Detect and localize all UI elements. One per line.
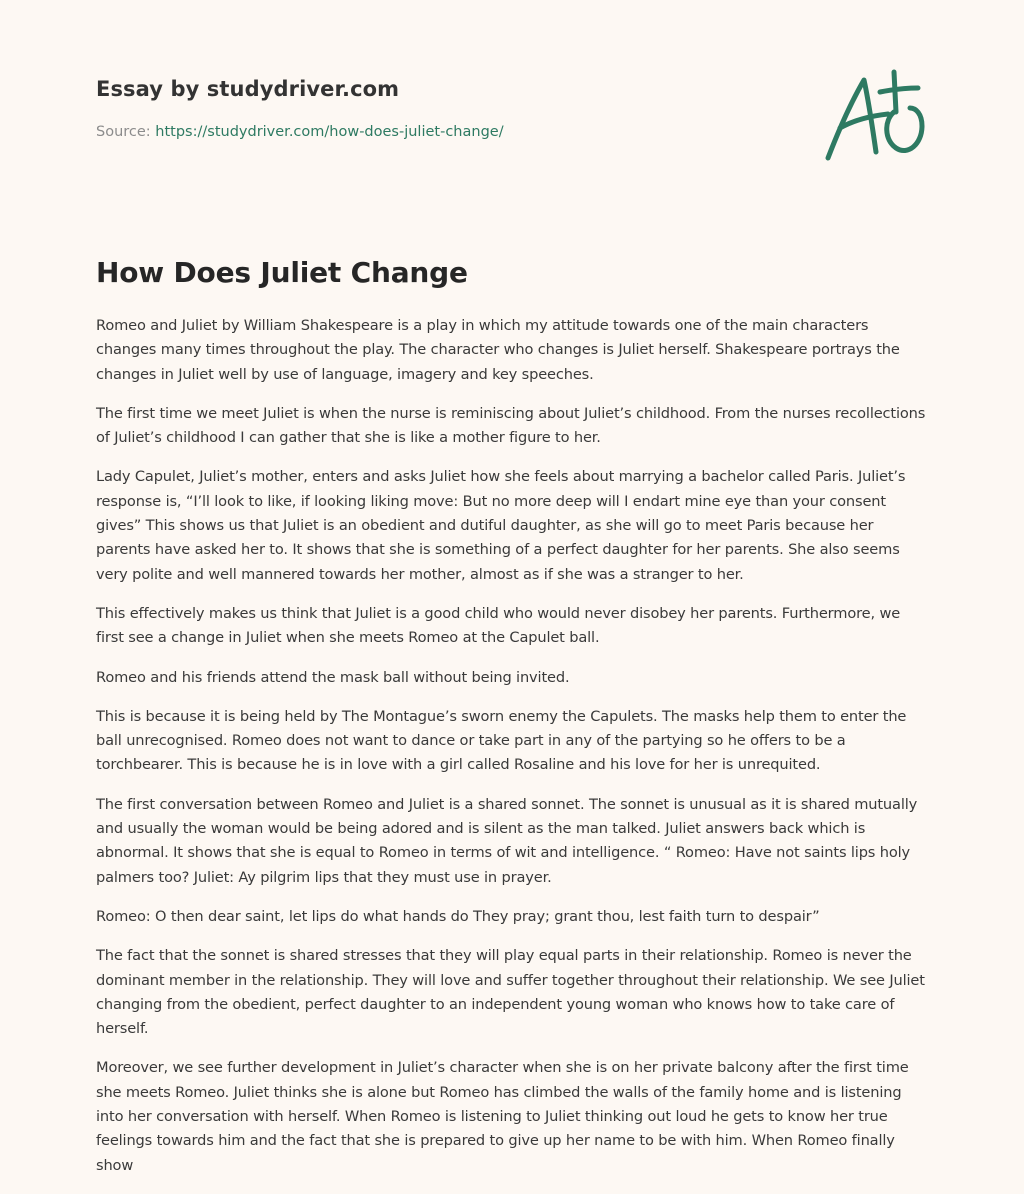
essay-title: How Does Juliet Change xyxy=(96,256,468,289)
essay-paragraph: Romeo: O then dear saint, let lips do what hands do They pray; grant thou, lest faith turn to despair” xyxy=(96,907,820,925)
essay-paragraph: Lady Capulet, Juliet’s mother, enters and asks Juliet how she feels about marrying a bachelor called Paris. Juliet’s response is, “I’ll look to like, if looking liking move: But no more deep will I endart mine eye than your consent gives” This shows us that Juliet is an obedient and dutiful daughter, as she will go to meet Paris because her parents have asked her to. It shows that she is something of a perfect daughter for her parents. She also seems very polite and well mannered towards her mother, almost as if she was a stranger to her. xyxy=(96,468,906,583)
essay-paragraph: Romeo and Juliet by William Shakespeare is a play in which my attitude towards one of the main characters changes many times throughout the play. The character who changes is Juliet herself. Shakespeare portrays the changes in Juliet well by use of language, imagery and key speeches. xyxy=(96,317,900,383)
site-title: Essay by studydriver.com xyxy=(96,77,400,101)
essay-paragraph: The first conversation between Romeo and Juliet is a shared sonnet. The sonnet is unusual as it is shared mutually and usually the woman would be being adored and is silent as the man talked. Juliet answers back which is abnormal. It shows that she is equal to Romeo in terms of wit and intelligence. “ Romeo: Have not saints lips holy palmers too? Juliet: Ay pilgrim lips that they must use in prayer. xyxy=(96,795,918,886)
page-header xyxy=(96,0,928,240)
essay-body xyxy=(96,314,928,1193)
source-label: Source: xyxy=(96,124,151,140)
source-line xyxy=(96,124,504,140)
essay-paragraph: The fact that the sonnet is shared stresses that they will play equal parts in their relationship. Romeo is never the dominant member in the relationship. They will love and suffer together throughout their relationship. We see Juliet changing from the obedient, perfect daughter to an independent young woman who knows how to take care of herself. xyxy=(96,947,925,1038)
essay-paragraph: This is because it is being held by The Montague’s sworn enemy the Capulets. The masks help them to enter the ball unrecognised. Romeo does not want to dance or take part in any of the partying so he offers to be a torchbearer. This is because he is in love with a girl called Rosaline and his love for her is unrequited. xyxy=(96,707,907,774)
a-plus-logo-icon xyxy=(824,68,928,164)
essay-paragraph: Moreover, we see further development in Juliet’s character when she is on her private balcony after the first time she meets Romeo. Juliet thinks she is alone but Romeo has climbed the walls of the family home and is listening into her conversation with herself. When Romeo is listening to Juliet thinking out loud he gets to know her true feelings towards him and the fact that she is prepared to give up her name to be with him. When Romeo finally show xyxy=(96,1059,909,1174)
essay-page xyxy=(96,0,928,1174)
essay-paragraph: This effectively makes us think that Juliet is a good child who would never disobey her parents. Furthermore, we first see a change in Juliet when she meets Romeo at the Capulet ball. xyxy=(96,604,901,647)
essay-paragraph: Romeo and his friends attend the mask ball without being invited. xyxy=(96,668,570,686)
essay-paragraph: The first time we meet Juliet is when the nurse is reminiscing about Juliet’s childhood. From the nurses recollections of Juliet’s childhood I can gather that she is like a mother figure to her. xyxy=(96,404,926,447)
source-link[interactable]: https://studydriver.com/how-does-juliet-change/ xyxy=(155,124,504,140)
